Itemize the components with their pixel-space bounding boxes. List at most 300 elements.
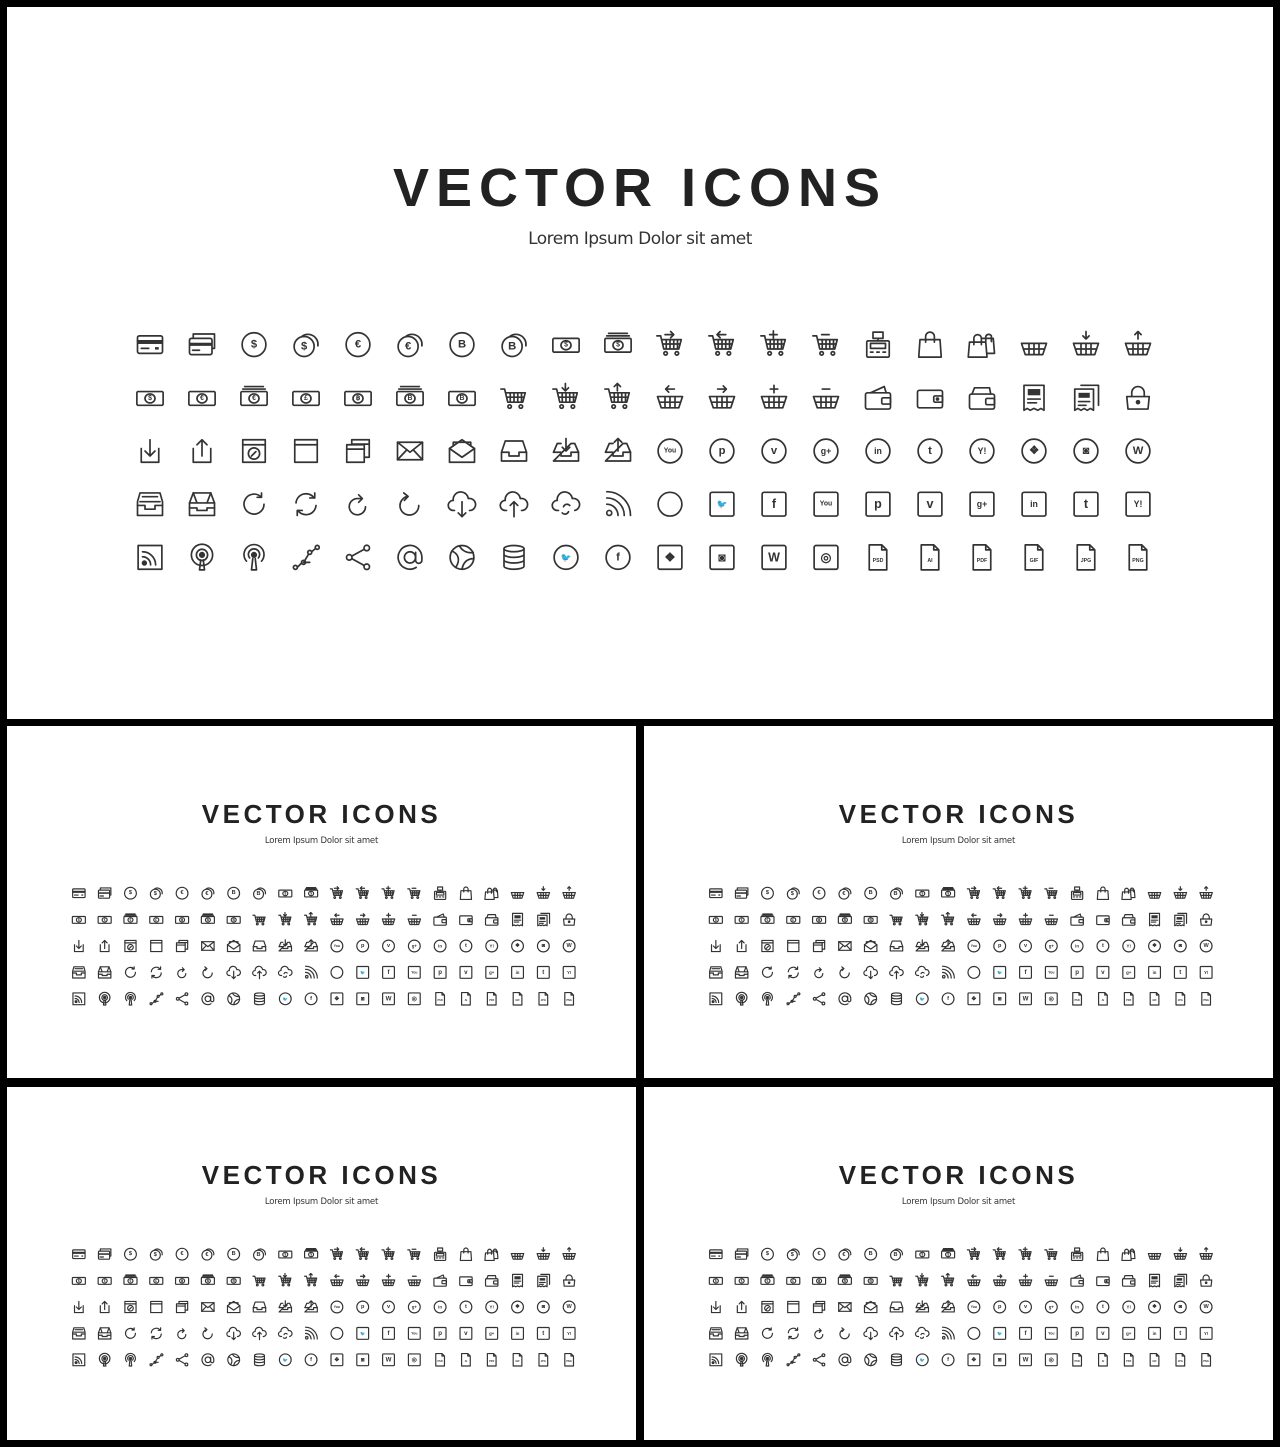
route-icon [150, 1354, 163, 1366]
linkedin-square-icon [1149, 1328, 1161, 1340]
browser-windows-icon [176, 1301, 187, 1312]
bitcoin-bill-icon [227, 916, 240, 923]
euro-bill-icon [189, 392, 215, 406]
slide-subtitle: Lorem Ipsum Dolor sit amet [901, 836, 1016, 846]
svg-text:AI: AI [1101, 1360, 1105, 1364]
ai-file-icon [1099, 993, 1108, 1005]
svg-text:B: B [508, 340, 517, 353]
svg-text:◙: ◙ [1178, 1304, 1183, 1310]
upload-icon [737, 940, 746, 951]
vimeo-square-icon [918, 492, 942, 516]
euro-bills-icon [241, 387, 267, 406]
svg-text:◎: ◎ [1048, 995, 1055, 1003]
safari-window-icon [762, 940, 773, 951]
cart-forward-icon [330, 887, 342, 899]
cart-forward-icon [330, 1248, 342, 1260]
svg-text:PNG: PNG [1203, 1360, 1209, 1364]
wallet-card-icon [866, 387, 891, 410]
yahoo-circle-icon [1123, 1301, 1135, 1313]
baht-bill-icon [176, 916, 189, 923]
database-icon [892, 993, 902, 1005]
dollar-bills-icon [942, 1249, 955, 1258]
dollar-bill-2-icon [137, 392, 163, 406]
wallet-card-icon [1071, 1275, 1083, 1286]
cart-back-icon [993, 1248, 1005, 1260]
at-sign-icon [398, 545, 422, 569]
cloud-download-icon [227, 1327, 241, 1339]
svg-text:€: € [180, 890, 184, 897]
svg-text:Y!: Y! [489, 943, 494, 949]
podcast-icon [191, 544, 212, 570]
pinterest-square-icon [1071, 967, 1083, 979]
dollar-bill-2-icon [72, 916, 85, 923]
pinterest-circle-icon [710, 439, 734, 463]
svg-text:You: You [411, 970, 418, 975]
basket-download-icon [1174, 887, 1186, 898]
svg-text:$: $ [790, 891, 794, 898]
wordpress-square-icon [762, 546, 786, 570]
basket-back-icon [968, 914, 980, 925]
instagram-square-icon [357, 1354, 369, 1366]
envelope-open-icon [227, 1301, 239, 1312]
rss-square-icon [73, 993, 85, 1005]
svg-text:❖: ❖ [334, 995, 340, 1003]
cash-register-icon [1072, 1248, 1083, 1260]
wallet-cards-icon [1123, 915, 1135, 926]
yahoo-square-icon [1200, 967, 1212, 979]
googleplus-square-icon [486, 1328, 498, 1340]
envelope-icon [202, 1303, 214, 1312]
linkedin-square-icon [1149, 967, 1161, 979]
pinterest-square-icon [434, 1328, 446, 1340]
yahoo-square-icon [563, 967, 575, 979]
inbox-download-icon [916, 940, 928, 951]
safari-window-icon [243, 440, 266, 463]
wordpress-circle-icon [563, 1301, 575, 1313]
dribbble-square-icon [408, 993, 420, 1005]
archive-icon [710, 1328, 722, 1339]
upload-icon [737, 1301, 746, 1312]
svg-text:v: v [1023, 943, 1028, 949]
svg-text:£: £ [155, 917, 158, 922]
cart-icon [501, 389, 525, 408]
svg-text:🐦: 🐦 [997, 1330, 1003, 1336]
tumblr-circle-icon [1097, 1301, 1109, 1313]
cash-register-icon [435, 887, 446, 899]
basket-back-icon [968, 1275, 980, 1286]
basket-remove-icon [814, 389, 839, 408]
basket-forward-icon [994, 914, 1006, 925]
basket-add-icon [382, 1274, 394, 1285]
twitter-square-icon [994, 1328, 1006, 1340]
svg-text:$: $ [947, 891, 950, 896]
bitcoin-coin-icon [228, 887, 240, 899]
png-file-icon [565, 1354, 574, 1366]
svg-text:in: in [1152, 1330, 1157, 1336]
svg-text:B: B [256, 1252, 261, 1259]
purse-icon [1127, 387, 1150, 410]
dollar-coins-icon [787, 1249, 799, 1260]
svg-text:GIF: GIF [1152, 1360, 1157, 1364]
rss-waves-icon [943, 966, 955, 978]
browser-window-icon [788, 1301, 799, 1312]
envelope-open-icon [864, 1301, 876, 1312]
at-sign-icon [839, 1354, 851, 1366]
tumblr-square-icon [1074, 492, 1098, 516]
svg-text:GIF: GIF [1029, 558, 1039, 565]
euro-bills-icon [761, 914, 774, 923]
shopping-bag-icon [919, 332, 942, 357]
googleplus-circle-icon [408, 1301, 420, 1313]
cloud-download-icon [227, 966, 241, 978]
instagram-circle-icon [1074, 439, 1098, 463]
wordpress-circle-icon [1200, 940, 1212, 952]
cart-remove-icon [408, 1249, 420, 1259]
svg-text:GIF: GIF [1152, 999, 1157, 1003]
linkedin-square-icon [512, 967, 524, 979]
slide-title: VECTOR ICONS [201, 1160, 442, 1190]
youtube-square-icon [408, 967, 420, 979]
share-icon [813, 1354, 824, 1366]
cart-back-icon [709, 331, 733, 355]
svg-text:You: You [333, 1305, 340, 1309]
youtube-square-icon [1045, 1328, 1057, 1340]
svg-text:PSD: PSD [437, 1360, 443, 1364]
svg-text:g+: g+ [1048, 943, 1054, 949]
archive-icon [73, 1328, 85, 1339]
archive-open-icon [98, 967, 110, 978]
svg-text:€: € [740, 1278, 743, 1283]
bitcoin-bills-icon [201, 914, 214, 923]
wallet-cards-icon [486, 915, 498, 926]
svg-text:p: p [1075, 1329, 1080, 1337]
podcast-icon [99, 992, 110, 1005]
gif-file-icon [1150, 993, 1159, 1005]
vimeo-square-icon [460, 967, 472, 979]
redo-icon [178, 1329, 186, 1339]
jpg-file-icon [1077, 545, 1095, 570]
svg-text:v: v [926, 497, 934, 512]
purse-icon [1201, 1275, 1212, 1286]
dollar-coin-icon [762, 1248, 774, 1260]
psd-file-icon [869, 545, 887, 570]
cart-upload-icon [305, 1273, 317, 1285]
podcast-icon [99, 1353, 110, 1366]
svg-text:g+: g+ [1126, 1330, 1132, 1336]
dollar-bill-icon [279, 890, 292, 897]
cart-add-icon [1019, 886, 1031, 898]
at-sign-icon [839, 993, 851, 1005]
baht-bill-icon [176, 1277, 189, 1284]
rss-square-icon [710, 1354, 722, 1366]
inbox-download-icon [279, 1301, 291, 1312]
slide-title: VECTOR ICONS [838, 799, 1079, 829]
dribbble-square-icon [1045, 993, 1057, 1005]
yahoo-square-icon [1200, 1328, 1212, 1340]
ai-file-icon [462, 1354, 471, 1366]
svg-text:$: $ [153, 891, 157, 898]
route-icon [150, 993, 163, 1005]
svg-text:🐦: 🐦 [716, 499, 728, 510]
shopping-bags-icon [485, 888, 498, 899]
gif-file-icon [1025, 545, 1043, 570]
svg-text:◎: ◎ [820, 550, 832, 565]
svg-text:$: $ [300, 340, 308, 353]
svg-text:B: B [869, 917, 872, 922]
instagram-circle-icon [1174, 1301, 1186, 1313]
cloud-sync-icon [915, 966, 929, 977]
wallet-cards-icon [486, 1276, 498, 1287]
svg-text:PSD: PSD [872, 558, 884, 565]
twitter-circle-icon [916, 993, 928, 1005]
icon-grid [701, 1241, 1221, 1373]
psd-file-icon [1073, 1354, 1082, 1366]
svg-text:You: You [333, 944, 340, 948]
basket-upload-icon [1200, 1248, 1212, 1259]
inbox-download-icon [554, 439, 579, 462]
receipts-icon [1175, 913, 1187, 925]
dribbble-square-icon [1045, 1354, 1057, 1366]
svg-text:in: in [438, 943, 443, 949]
svg-text:PSD: PSD [1074, 1360, 1080, 1364]
receipt-icon [1150, 913, 1160, 925]
basket-download-icon [537, 1248, 549, 1259]
svg-text:€: € [766, 1278, 769, 1283]
download-icon [712, 940, 721, 951]
instagram-circle-icon [537, 940, 549, 952]
inbox-upload-icon [606, 439, 631, 462]
svg-text:◙: ◙ [541, 943, 546, 949]
png-file-icon [1202, 1354, 1211, 1366]
receipts-icon [1075, 385, 1099, 410]
googleplus-square-icon [1123, 967, 1135, 979]
svg-text:B: B [231, 890, 236, 897]
svg-text:g+: g+ [489, 1330, 495, 1336]
archive-open-icon [735, 1328, 747, 1339]
credit-card-icon [710, 889, 722, 898]
facebook-circle-icon [942, 1354, 954, 1366]
svg-text:W: W [1022, 1356, 1029, 1364]
svg-text:v: v [1023, 1304, 1028, 1310]
svg-text:$: $ [790, 1252, 794, 1259]
browser-windows-icon [813, 940, 824, 951]
facebook-square-icon [383, 1328, 395, 1340]
gif-file-icon [1150, 1354, 1159, 1366]
basket-download-icon [537, 887, 549, 898]
svg-text:v: v [1101, 968, 1105, 976]
svg-text:❖: ❖ [1028, 445, 1040, 457]
cloud-upload-icon [253, 966, 267, 978]
credit-card-icon [138, 336, 163, 354]
download-icon [141, 440, 159, 463]
database-icon [892, 1354, 902, 1366]
dropbox-square-icon [968, 993, 980, 1005]
pinterest-square-icon [1071, 1328, 1083, 1340]
svg-text:€: € [205, 1252, 209, 1259]
euro-bills-icon [124, 1275, 137, 1284]
vimeo-circle-icon [1020, 940, 1032, 952]
dollar-bill-2-icon [72, 1277, 85, 1284]
svg-text:Y!: Y! [489, 1304, 494, 1310]
svg-text:$: $ [128, 1251, 133, 1258]
cash-register-icon [435, 1248, 446, 1260]
svg-text:AI: AI [464, 1360, 468, 1364]
route-icon [293, 545, 319, 569]
svg-text:B: B [232, 1278, 235, 1283]
archive-icon [138, 493, 163, 516]
wallet-icon [1097, 916, 1109, 925]
svg-text:PDF: PDF [489, 999, 495, 1003]
svg-text:PDF: PDF [489, 1360, 495, 1364]
download-icon [75, 940, 84, 951]
youtube-square-icon [1045, 967, 1057, 979]
basket-back-icon [658, 386, 683, 408]
svg-text:❖: ❖ [334, 1356, 340, 1364]
svg-text:f: f [947, 995, 950, 1002]
svg-text:B: B [868, 890, 873, 897]
svg-text:$: $ [564, 341, 568, 349]
svg-text:❖: ❖ [1152, 1304, 1158, 1310]
svg-text:v: v [386, 943, 391, 949]
dollar-coin-icon [125, 1248, 137, 1260]
cart-download-icon [553, 383, 577, 408]
svg-text:t: t [1179, 1329, 1182, 1337]
dollar-bills-icon [305, 1249, 318, 1258]
yahoo-circle-icon [970, 439, 994, 463]
facebook-circle-icon [942, 993, 954, 1005]
cloud-upload-icon [500, 492, 527, 517]
pdf-file-icon [973, 545, 991, 570]
googleplus-square-icon [970, 492, 994, 516]
share-icon [813, 993, 824, 1005]
safari-window-icon [125, 1301, 136, 1312]
cart-add-icon [382, 886, 394, 898]
ai-file-icon [921, 545, 939, 570]
thumbnail-slide[interactable] [7, 726, 636, 1078]
sync-icon [788, 1328, 798, 1339]
rss-waves-icon [943, 1327, 955, 1339]
svg-text:JPG: JPG [1177, 999, 1183, 1003]
tumblr-circle-icon [1097, 940, 1109, 952]
purse-icon [1201, 914, 1212, 925]
euro-coin-icon [176, 1248, 188, 1260]
download-icon [712, 1301, 721, 1312]
globe-icon [865, 1354, 877, 1366]
svg-text:$: $ [284, 1252, 287, 1257]
svg-text:B: B [868, 1251, 873, 1258]
receipts-icon [1175, 1274, 1187, 1286]
svg-text:JPG: JPG [1080, 558, 1092, 565]
svg-text:£: £ [792, 1278, 795, 1283]
googleplus-circle-icon [1045, 1301, 1057, 1313]
svg-text:€: € [817, 1251, 821, 1258]
euro-coins-icon [398, 334, 422, 356]
svg-text:Y!: Y! [566, 1330, 572, 1336]
linkedin-square-icon [1022, 492, 1046, 516]
svg-text:t: t [464, 1304, 467, 1310]
icon-grid [64, 1241, 584, 1373]
svg-text:p: p [997, 1304, 1002, 1310]
svg-text:€: € [842, 1252, 846, 1259]
dollar-coins-icon [150, 1249, 162, 1260]
pinterest-circle-icon [357, 940, 369, 952]
cart-forward-icon [657, 331, 681, 355]
svg-text:t: t [928, 445, 932, 457]
googleplus-circle-icon [814, 439, 838, 463]
svg-text:฿: ฿ [817, 1278, 821, 1283]
svg-text:g+: g+ [820, 446, 832, 456]
cloud-sync-icon [915, 1327, 929, 1338]
inbox-upload-icon [305, 1301, 317, 1312]
bitcoin-bill-icon [227, 1277, 240, 1284]
dollar-coins-icon [787, 888, 799, 899]
svg-text:Y!: Y! [1133, 499, 1143, 510]
svg-text:◙: ◙ [997, 995, 1002, 1003]
svg-text:B: B [459, 394, 465, 402]
jpg-file-icon [1176, 1354, 1185, 1366]
cloud-sync-icon [552, 492, 579, 514]
refresh-icon [244, 493, 264, 514]
ai-file-icon [462, 993, 471, 1005]
pound-bill-icon [787, 916, 800, 923]
svg-text:Y!: Y! [1203, 969, 1209, 975]
svg-text:You: You [663, 447, 677, 455]
wallet-card-icon [434, 1275, 446, 1286]
svg-text:p: p [360, 1304, 365, 1310]
facebook-square-icon [762, 492, 786, 516]
thumbnail-slide[interactable] [7, 1087, 636, 1440]
dollar-coins-icon [150, 888, 162, 899]
rss-waves-icon [306, 966, 318, 978]
svg-text:◎: ◎ [1048, 1356, 1055, 1364]
svg-text:You: You [411, 1331, 418, 1336]
facebook-square-icon [1020, 1328, 1032, 1340]
sync-icon [296, 493, 316, 516]
redo-icon [815, 968, 823, 978]
sync-icon [151, 1328, 161, 1339]
shopping-bags-icon [1122, 888, 1135, 899]
bitcoin-bills-icon [838, 914, 851, 923]
cart-add-icon [1019, 1247, 1031, 1259]
globe-icon [228, 993, 240, 1005]
receipt-icon [1024, 385, 1044, 410]
cart-back-icon [356, 1248, 368, 1260]
svg-text:B: B [843, 917, 847, 922]
svg-text:B: B [231, 1251, 236, 1258]
facebook-circle-icon [305, 1354, 317, 1366]
refresh-icon [126, 1328, 136, 1338]
svg-text:🐦: 🐦 [282, 1357, 288, 1363]
svg-text:🐦: 🐦 [360, 969, 366, 975]
vimeo-circle-icon [383, 1301, 395, 1313]
route-icon [787, 993, 800, 1005]
svg-text:t: t [542, 968, 545, 976]
redo-icon [815, 1329, 823, 1339]
twitter-square-icon [710, 492, 734, 516]
svg-text:◙: ◙ [1178, 943, 1183, 949]
svg-text:🐦: 🐦 [360, 1330, 366, 1336]
shopping-bags-icon [485, 1249, 498, 1260]
twitter-square-icon [994, 967, 1006, 979]
cart-forward-icon [967, 1248, 979, 1260]
thumbnail-slide[interactable] [644, 1087, 1273, 1440]
svg-text:f: f [1024, 1329, 1027, 1337]
thumbnail-slide[interactable] [644, 726, 1273, 1078]
svg-text:€: € [404, 340, 412, 353]
wallet-icon [460, 916, 472, 925]
receipt-icon [513, 1274, 523, 1286]
svg-text:f: f [310, 1356, 313, 1363]
